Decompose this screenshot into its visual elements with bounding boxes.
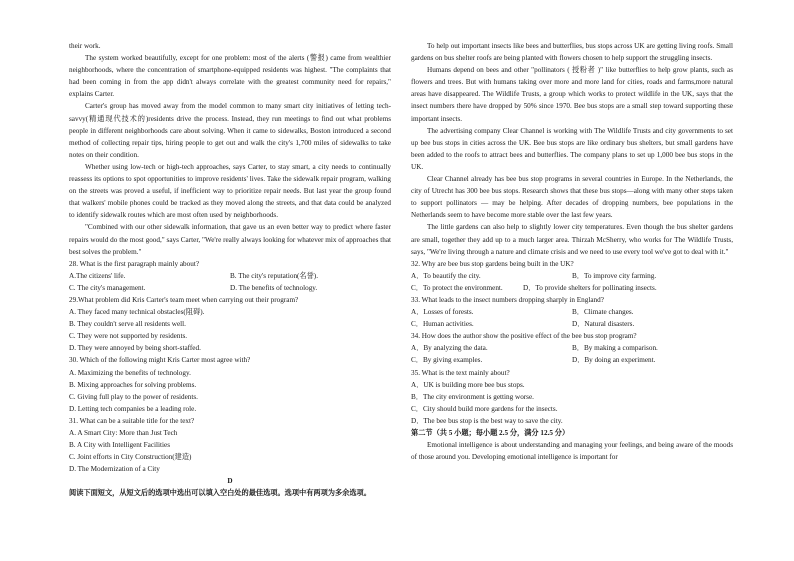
q34-options-row-1	[411, 342, 733, 354]
q33-option-a: A．Losses of forests.	[411, 308, 474, 317]
q35-option-a: A．UK is building more bee bus stops.	[411, 380, 525, 389]
q32-options-row-2	[411, 282, 733, 294]
q28-options-row-2	[69, 282, 391, 294]
q35-option-d: D．The bee bus stop is the best way to save the city.	[411, 416, 563, 425]
passage-paragraph: Emotional intelligence is about understanding and managing your feelings, and being aware of the moods of those around you. Developing emotional intelligence is important for	[411, 441, 733, 462]
passage-paragraph: The advertising company Clear Channel is working with The Wildlife Trusts and city governments to set up bee bus stops in cities across the UK. Bee bus stops are like ordinary bus shelters, but small gardens have been added to the roofs to attract bees and butterflies. The company plans to set up 1,000 bee bus stops in the UK.	[411, 126, 733, 171]
q31-option-b: B. A City with Intelligent Facilities	[69, 441, 171, 450]
passage-paragraph: The little gardens can also help to slightly lower city temperatures. Even though the bus shelter gardens are small, together they add up to a much larger area. Thirzah McSherry, who works for The Wildlife Trusts, says, "We're living through a nature and climate crisis and we need to use every tool we've got to deal with it."	[411, 223, 733, 256]
q29-option-a: A. They faced many technical obstacles(阻碍).	[69, 308, 205, 317]
q28-option-d: D. The benefits of technology.	[230, 283, 318, 292]
q32-option-c: C．To protect the environment.	[411, 283, 503, 292]
question-35: 35. What is the text mainly about?	[411, 368, 510, 377]
q31-option-c: C. Joint efforts in City Construction(建造)	[69, 453, 192, 462]
passage-paragraph: Humans depend on bees and other "pollinators ( 授粉者 )" like butterflies to help grow plants, such as flowers and trees. But with humans taking over more and more land for cities, roads and farms,more natural areas have disappeared. The Wildlife Trusts, a group which works to protect wildlife in the UK, says that the insect numbers there have dropped by 50% since 1970. Bee bus stops are a small step toward supporting these important insects.	[411, 66, 733, 123]
passage-paragraph: To help out important insects like bees and butterflies, bus stops across UK are getting living roofs. Small gardens on bus shelter roofs are being planted with flowers chosen to help support the struggling insects.	[411, 42, 733, 63]
q28-option-c: C. The city's management.	[69, 283, 146, 292]
passage-paragraph: The system worked beautifully, except for one problem: most of the alerts (警报) came from wealthier neighborhoods, where the concentration of smartphone-equipped residents was highest. "The complaints that had been coming in from the app didn't always correlate with the greatest community need for repairs," explains Carter.	[69, 54, 391, 99]
q34-option-a: A．By analyzing the data.	[411, 344, 488, 353]
question-29: 29.What problem did Kris Carter's team meet when carrying out their program?	[69, 295, 299, 304]
continuation-line: their work.	[69, 42, 101, 50]
q33-option-b: B．Climate changes.	[572, 308, 634, 317]
q30-option-b: B. Mixing approaches for solving problems.	[69, 380, 197, 389]
q30-option-a: A. Maximizing the benefits of technology.	[69, 368, 191, 377]
passage-paragraph: Whether using low-tech or high-tech approaches, says Carter, to stay smart, a city needs to continually reassess its options to spot opportunities to improve residents' lives. Take the sidewalk repair program, walking on the streets was proved a useful, if inefficient way to prioritize repair needs. But last year the group found that walkers' mobile phones could be tracked as they moved along the streets, and that data could be analyzed to identify sidewalk routes which are most often used by neighborhoods.	[69, 162, 391, 220]
q33-option-c: C．Human activities.	[411, 320, 474, 329]
section-instruction: 阅读下面短文，从短文后的选项中选出可以填入空白处的最佳选项。选项中有两项为多余选项。	[69, 489, 371, 498]
q34-option-d: D．By doing an experiment.	[572, 356, 656, 365]
q28-option-b: B. The city's reputation(名誉).	[230, 271, 318, 280]
section-d-heading: D	[227, 477, 233, 486]
q32-option-d: D．To provide shelters for pollinating insects.	[523, 283, 657, 292]
q31-option-d: D. The Modernization of a City	[69, 465, 160, 474]
left-column	[69, 40, 391, 500]
section-2-heading: 第二节（共 5 小题；每小题 2.5 分，满分 12.5 分）	[411, 429, 570, 437]
question-28: 28. What is the first paragraph mainly about?	[69, 259, 200, 268]
q29-option-c: C. They were not supported by residents.	[69, 332, 188, 341]
q28-option-a: A.The citizens' life.	[69, 271, 126, 280]
question-33: 33. What leads to the insect numbers dropping sharply in England?	[411, 295, 604, 304]
q33-options-row-1	[411, 306, 733, 318]
q29-option-d: D. They were annoyed by being short-staffed.	[69, 344, 201, 353]
question-32: 32. Why are bee bus stop gardens being built in the UK?	[411, 259, 574, 268]
q33-option-d: D．Natural disasters.	[572, 320, 635, 329]
right-column	[411, 40, 733, 463]
q34-options-row-2	[411, 354, 733, 366]
question-31: 31. What can be a suitable title for the text?	[69, 416, 195, 425]
q32-options-row-1	[411, 270, 733, 282]
question-34: 34. How does the author show the positive effect of the bee bus stop program?	[411, 332, 637, 341]
q32-option-a: A．To beautify the city.	[411, 271, 481, 280]
q30-option-c: C. Giving full play to the power of residents.	[69, 392, 198, 401]
q28-options-row-1	[69, 270, 391, 282]
q31-option-a: A. A Smart City: More than Just Tech	[69, 429, 178, 437]
passage-paragraph: Carter's group has moved away from the model common to many smart city initiatives of letting tech-savvy(精通现代技术的)residents drive the process. Instead, they run meetings to find out what problems people in different neighborhoods care about solving. When it came to sidewalks, Boston introduced a second method of collecting repair tips, hiring people to get out and walk the city's 1,700 miles of sidewalks to take notes on their condition.	[69, 102, 391, 159]
q35-option-c: C．City should build more gardens for the insects.	[411, 404, 558, 413]
passage-paragraph: Clear Channel already has bee bus stop programs in several countries in Europe. In the Netherlands, the city of Utrecht has 300 bee bus stops. Research shows that these bus stops—along with many other steps taken to support pollinators — may be helping. After decades of dropping numbers, bee populations in the Netherlands seem to have become more stable over the last few years.	[411, 175, 733, 220]
q32-option-b: B．To improve city farming.	[572, 271, 657, 280]
q35-option-b: B．The city environment is getting worse.	[411, 392, 534, 401]
q34-option-b: B．By making a comparison.	[572, 344, 658, 353]
passage-paragraph: "Combined with our other sidewalk information, that gave us an even better way to predict where faster repairs would do the most good," says Carter, "We're really always looking for whatever mix of approaches that best solves the problem."	[69, 223, 391, 256]
q30-option-d: D. Letting tech companies be a leading role.	[69, 404, 197, 413]
question-30: 30. Which of the following might Kris Carter most agree with?	[69, 356, 251, 365]
q33-options-row-2	[411, 318, 733, 330]
q34-option-c: C．By giving examples.	[411, 356, 483, 365]
q29-option-b: B. They couldn't serve all residents well.	[69, 320, 186, 329]
